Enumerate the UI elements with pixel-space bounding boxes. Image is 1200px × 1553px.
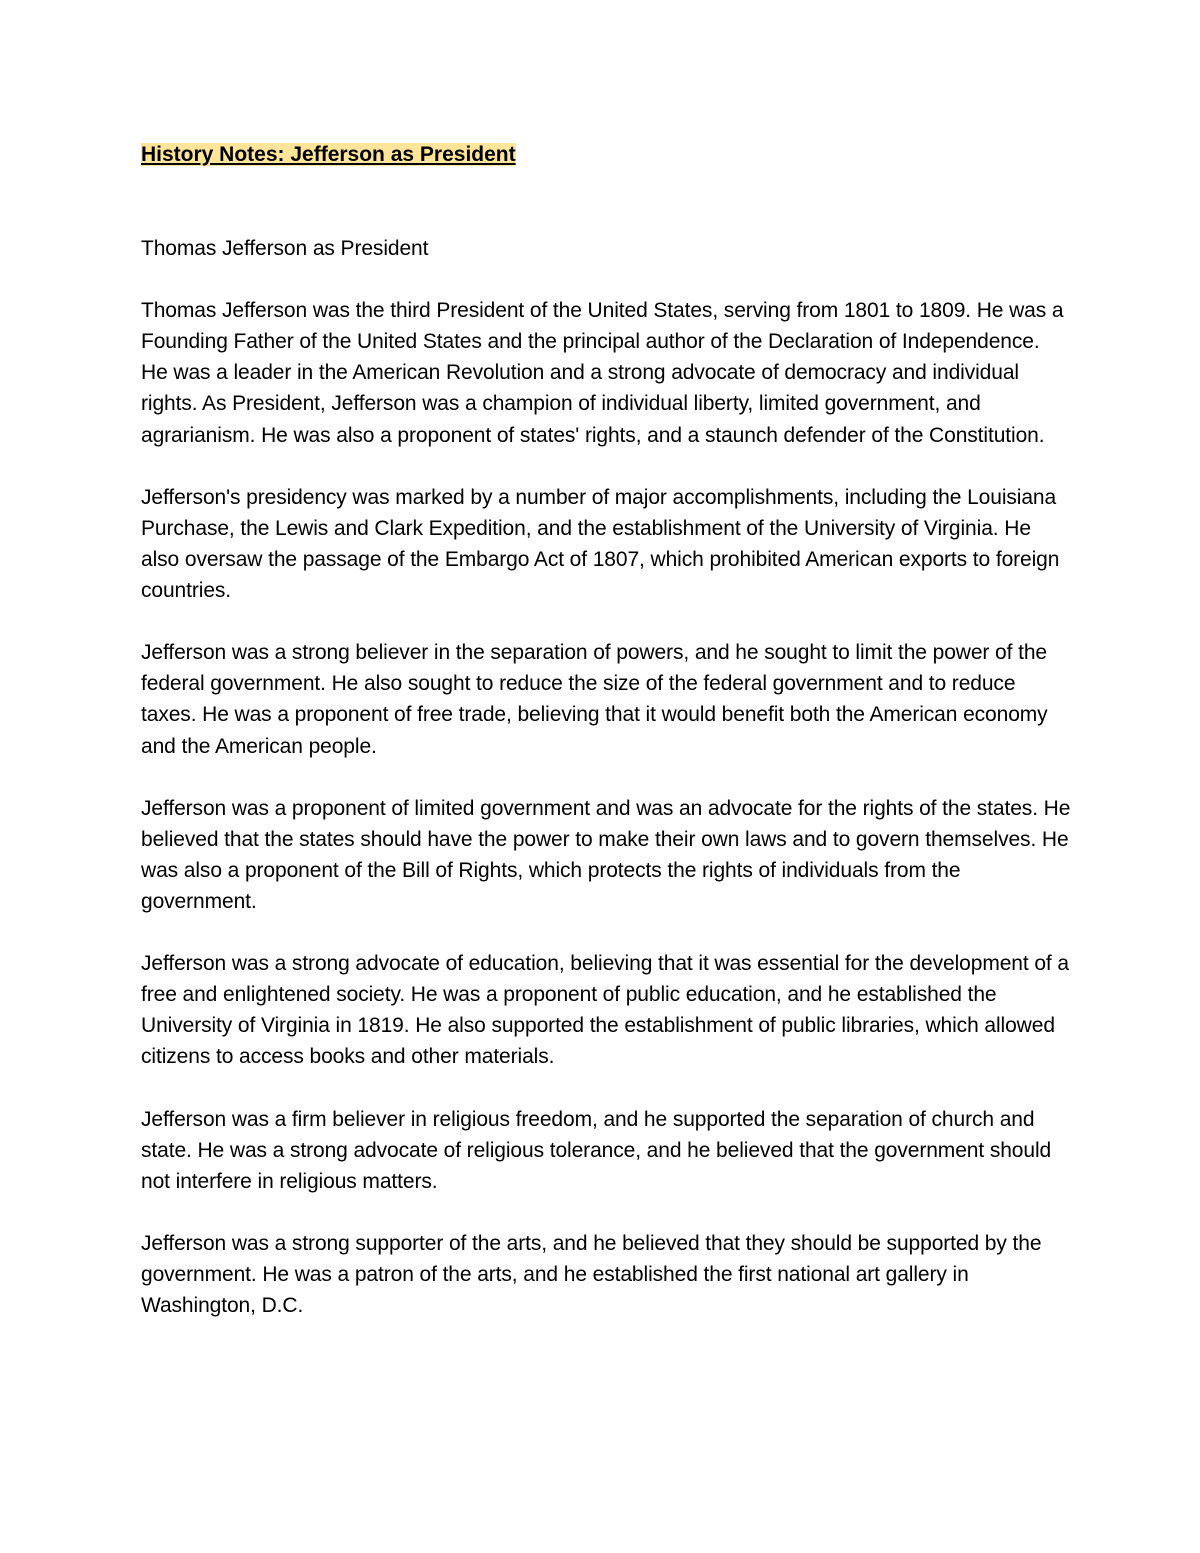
document-title-text: History Notes: Jefferson as President	[141, 143, 516, 166]
document-body	[141, 233, 1071, 1352]
paragraph: Jefferson was a strong supporter of the arts, and he believed that they should be supported by the government. He was a patron of the arts, and he established the first national art gallery in Washington, D.C.	[141, 1232, 1042, 1318]
document-subtitle: Thomas Jefferson as President	[141, 237, 429, 260]
paragraph: Jefferson was a strong advocate of education, believing that it was essential for the development of a free and enlightened society. He was a proponent of public education, and he established the University of Virginia in 1819. He also supported the establishment of public libraries, which allowed citizens to access books and other materials.	[141, 952, 1069, 1069]
paragraph: Jefferson was a firm believer in religious freedom, and he supported the separation of church and state. He was a strong advocate of religious tolerance, and he believed that the government should not interfere in religious matters.	[141, 1107, 1052, 1193]
paragraph: Jefferson was a proponent of limited government and was an advocate for the rights of the states. He believed that the states should have the power to make their own laws and to govern themselves. He was also a proponent of the Bill of Rights, which protects the rights of individuals from the government.	[141, 796, 1071, 913]
paragraph: Jefferson's presidency was marked by a number of major accomplishments, including the Louisiana Purchase, the Lewis and Clark Expedition, and the establishment of the University of Virginia. He also oversaw the passage of the Embargo Act of 1807, which prohibited American exports to foreign countries.	[141, 485, 1060, 603]
document-title	[141, 141, 516, 169]
paragraph: Jefferson was a strong believer in the separation of powers, and he sought to limit the power of the federal government. He also sought to reduce the size of the federal government and to reduce taxes. He was a proponent of free trade, believing that it would benefit both the American economy and the American people.	[141, 641, 1048, 758]
paragraph: Thomas Jefferson was the third President of the United States, serving from 1801 to 1809. He was a Founding Father of the United States and the principal author of the Declaration of Independence. He was a leader in the American Revolution and a strong advocate of democracy and individual rights. As President, Jefferson was a champion of individual liberty, limited government, and agrarianism. He was also a proponent of states' rights, and a staunch defender of the Constitution.	[141, 299, 1064, 447]
